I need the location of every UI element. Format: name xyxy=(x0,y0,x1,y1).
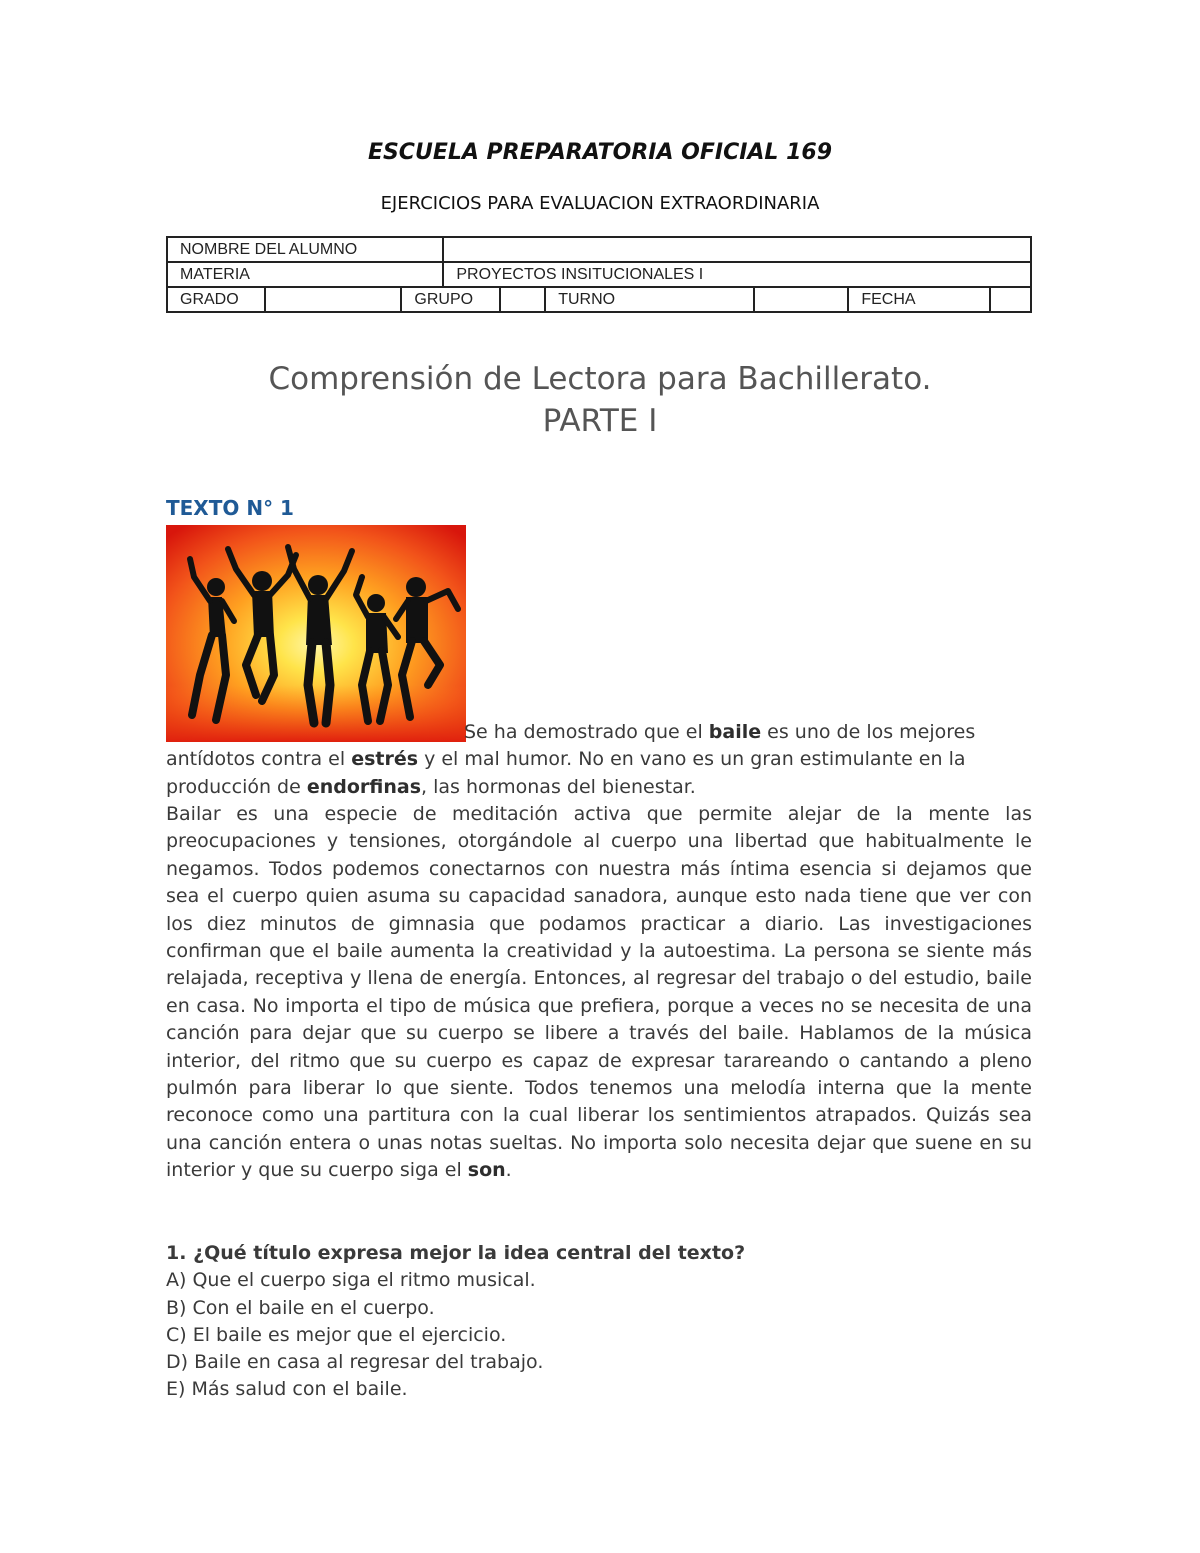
student-info-table xyxy=(166,236,1032,313)
group-field[interactable] xyxy=(500,287,545,312)
text-body-paragraph xyxy=(166,801,1032,1185)
answer-option-d[interactable]: D) Baile en casa al regresar del trabajo. xyxy=(166,1351,544,1374)
lead-text: y el mal humor. No en vano es un gran estimulante en la producción de xyxy=(166,748,966,798)
answer-option-c[interactable]: C) El baile es mejor que el ejercicio. xyxy=(166,1323,507,1346)
body-text: Bailar es una especie de meditación activa que permite alejar de la mente las preocupaciones y tensiones, otorgándole al cuerpo una libertad que habitualmente le negamos. Todos podemos conectarnos con nuestra más íntima esencia si dejamos que sea el cuerpo quien asuma su capacidad sanadora, aunque esto nada tiene que ver con los diez minutos de gimnasia que podamos practicar a diario. Las investigaciones confirman que el baile aumenta la creatividad y la autoestima. La persona se siente más relajada, receptiva y llena de energía. Entonces, al regresar del trabajo o del estudio, baile en casa. No importa el tipo de música que prefiera, porque a veces no se necesita de una canción para dejar que su cuerpo se libere a través del baile. Hablamos de la música interior, del ritmo que su cuerpo es capaz de expresar tarareando o cantando a pleno pulmón para liberar lo que siente. Todos tenemos una melodía interna que la mente reconoce como una partitura con la cual liberar los sentimientos atrapados. Quizás sea una canción entera o unas notas sueltas. No importa solo necesita dejar que suene en su interior y que su cuerpo siga el xyxy=(166,803,1032,1182)
body-text: . xyxy=(505,1159,512,1182)
lead-text: , las hormonas del bienestar. xyxy=(421,775,696,798)
text-lead-paragraph xyxy=(166,719,1032,801)
document-subtitle: EJERCICIOS PARA EVALUACION EXTRAORDINARIA xyxy=(380,193,820,214)
answer-option-a[interactable]: A) Que el cuerpo siga el ritmo musical. xyxy=(166,1269,536,1292)
lead-text: Se ha demostrado que el xyxy=(464,721,709,743)
lead-bold-endorfinas: endorfinas xyxy=(306,775,422,798)
answer-option-e[interactable]: E) Más salud con el baile. xyxy=(166,1378,408,1401)
body-bold-son: son xyxy=(467,1159,506,1182)
date-field[interactable] xyxy=(990,287,1031,312)
lead-bold-baile: baile xyxy=(708,721,762,743)
group-label: GRUPO xyxy=(401,287,500,312)
date-label: FECHA xyxy=(848,287,990,312)
subject-row xyxy=(167,262,1031,287)
question-number: 1. xyxy=(166,1242,187,1264)
grade-group-row xyxy=(167,287,1031,312)
main-title xyxy=(0,358,1200,442)
shift-field[interactable] xyxy=(754,287,849,312)
grade-label: GRADO xyxy=(167,287,265,312)
subject-value: PROYECTOS INSITUCIONALES I xyxy=(443,262,1031,287)
text-number-label: TEXTO N° 1 xyxy=(166,496,294,520)
question-1-title xyxy=(166,1240,1032,1267)
grade-field[interactable] xyxy=(265,287,402,312)
main-title-line1: Comprensión de Lectora para Bachillerato. xyxy=(268,361,932,397)
shift-label: TURNO xyxy=(545,287,753,312)
student-name-field[interactable] xyxy=(443,237,1031,262)
student-name-label: NOMBRE DEL ALUMNO xyxy=(167,237,443,262)
lead-bold-estres: estrés xyxy=(351,748,419,771)
answer-option-b[interactable]: B) Con el baile en el cuerpo. xyxy=(166,1296,435,1319)
question-text: ¿Qué título expresa mejor la idea central del texto? xyxy=(193,1242,746,1264)
main-title-line2: PARTE I xyxy=(542,403,658,439)
school-name: ESCUELA PREPARATORIA OFICIAL 169 xyxy=(367,140,833,165)
student-name-row xyxy=(167,237,1031,262)
dancers-silhouette-image xyxy=(166,525,466,742)
lead-text: es uno de los mejores antídotos contra el xyxy=(166,721,976,771)
question-1 xyxy=(166,1240,1032,1404)
subject-label: MATERIA xyxy=(167,262,443,287)
